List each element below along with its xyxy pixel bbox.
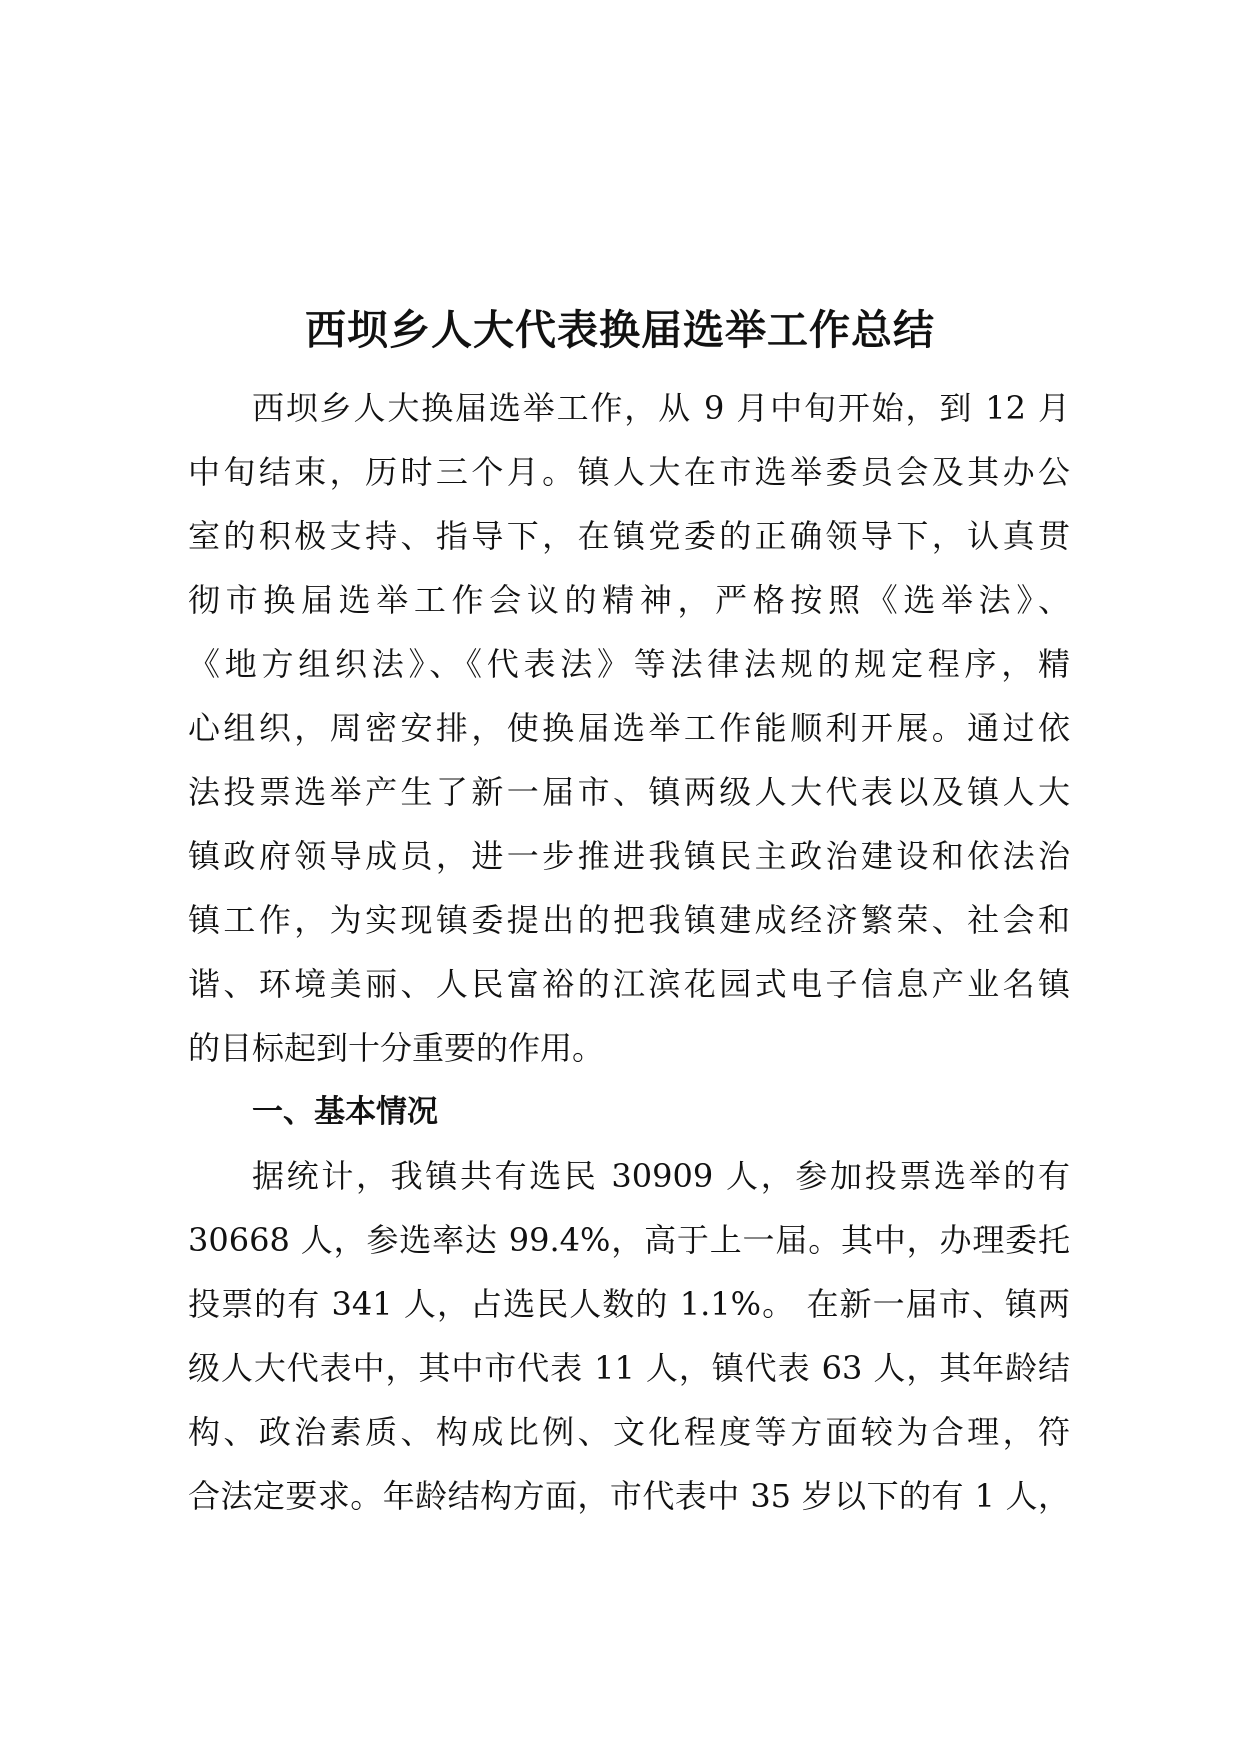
- document-title: 西坝乡人大代表换届选举工作总结: [305, 306, 935, 354]
- paragraph-line: 据统计，我镇共有选民 30909 人，参加投票选举的有: [252, 1157, 1070, 1195]
- paragraph-line: 法投票选举产生了新一届市、镇两级人大代表以及镇人大: [188, 773, 1070, 811]
- section-heading: 一、基本情况: [252, 1094, 438, 1130]
- paragraph-line: 中旬结束，历时三个月。镇人大在市选举委员会及其办公: [188, 453, 1070, 491]
- paragraph-line: 的目标起到十分重要的作用。: [188, 1029, 605, 1067]
- paragraph-line: 级人大代表中，其中市代表 11 人，镇代表 63 人，其年龄结: [188, 1349, 1070, 1387]
- paragraph-line: 彻市换届选举工作会议的精神，严格按照《选举法》、: [188, 581, 1070, 619]
- paragraph-line: 室的积极支持、指导下，在镇党委的正确领导下，认真贯: [188, 517, 1070, 555]
- paragraph-line: 构、政治素质、构成比例、文化程度等方面较为合理，符: [188, 1413, 1070, 1451]
- paragraph-line: 30668 人，参选率达 99.4%，高于上一届。其中，办理委托: [188, 1221, 1070, 1259]
- paragraph-line: 投票的有 341 人，占选民人数的 1.1%。 在新一届市、镇两: [188, 1285, 1070, 1323]
- paragraph-line: 合法定要求。年龄结构方面，市代表中 35 岁以下的有 1 人，: [188, 1477, 1070, 1515]
- paragraph-line: 《地方组织法》、《代表法》等法律法规的规定程序，精: [188, 645, 1070, 683]
- paragraph-line: 镇政府领导成员，进一步推进我镇民主政治建设和依法治: [188, 837, 1070, 875]
- paragraph-line: 心组织，周密安排，使换届选举工作能顺利开展。通过依: [188, 709, 1070, 747]
- paragraph-line: 谐、环境美丽、人民富裕的江滨花园式电子信息产业名镇: [188, 965, 1070, 1003]
- paragraph-line: 镇工作，为实现镇委提出的把我镇建成经济繁荣、社会和: [188, 901, 1070, 939]
- paragraph-line: 西坝乡人大换届选举工作，从 9 月中旬开始，到 12 月: [252, 389, 1070, 427]
